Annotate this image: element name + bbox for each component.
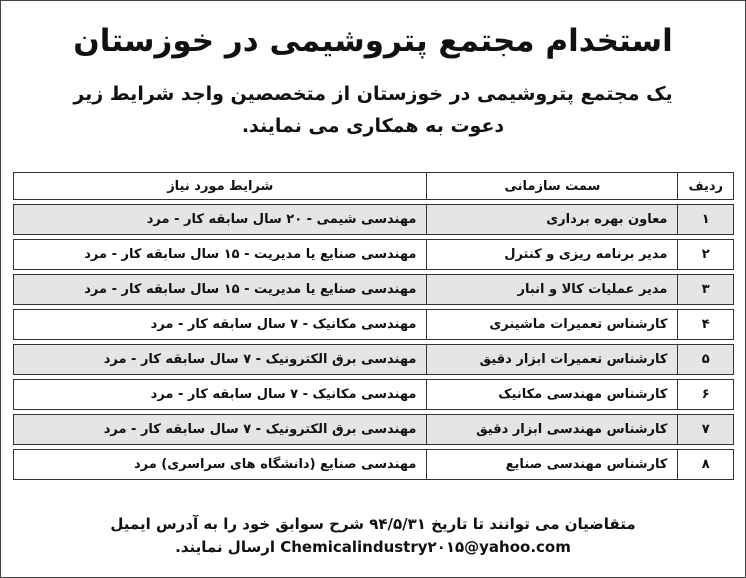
footer-line-2 (1, 536, 745, 558)
table-row (13, 379, 734, 410)
table-row (13, 274, 734, 305)
row-number: ۵ (677, 344, 734, 375)
row-position: مدیر برنامه ریزی و کنترل (426, 239, 677, 270)
row-position: کارشناس تعمیرات ماشینری (426, 309, 677, 340)
row-number: ۶ (677, 379, 734, 410)
row-requirements: مهندسی برق الکترونیک - ۷ سال سابقه کار - مرد (13, 344, 426, 375)
jobs-table (13, 168, 734, 484)
row-position: معاون بهره برداری (426, 204, 677, 235)
row-requirements: مهندسی مکانیک - ۷ سال سابقه کار - مرد (13, 309, 426, 340)
row-requirements: مهندسی مکانیک - ۷ سال سابقه کار - مرد (13, 379, 426, 410)
row-number: ۷ (677, 414, 734, 445)
row-number: ۲ (677, 239, 734, 270)
row-position: کارشناس مهندسی صنایع (426, 449, 677, 480)
subtitle-line-2: دعوت به همکاری می نمایند. (241, 115, 505, 137)
email-address: Chemicalindustry۲۰۱۵@yahoo.com (280, 538, 571, 556)
table-row (13, 344, 734, 375)
row-requirements: مهندسی صنایع یا مدیریت - ۱۵ سال سابقه کار - مرد (13, 274, 426, 305)
header-row-number: ردیف (677, 172, 734, 200)
row-number: ۳ (677, 274, 734, 305)
page-title: استخدام مجتمع پتروشیمی در خوزستان (73, 23, 673, 59)
table-row (13, 239, 734, 270)
subtitle-line-1: یک مجتمع پتروشیمی در خوزستان از متخصصین واجد شرایط زیر (73, 83, 673, 105)
footer-line-2-suffix: ارسال نمایند. (175, 538, 275, 556)
row-number: ۸ (677, 449, 734, 480)
row-position: کارشناس مهندسی ابزار دقیق (426, 414, 677, 445)
row-number: ۴ (677, 309, 734, 340)
header-requirements: شرایط مورد نیاز (13, 172, 426, 200)
table-row (13, 204, 734, 235)
table-row (13, 309, 734, 340)
header-position: سمت سازمانی (426, 172, 677, 200)
row-number: ۱ (677, 204, 734, 235)
table-header-row (13, 172, 734, 200)
row-position: مدیر عملیات کالا و انبار (426, 274, 677, 305)
row-position: کارشناس تعمیرات ابزار دقیق (426, 344, 677, 375)
row-requirements: مهندسی صنایع (دانشگاه های سراسری) مرد (13, 449, 426, 480)
footer-line-1: متقاضیان می توانند تا تاریخ ۹۴/۵/۳۱ شرح سوابق خود را به آدرس ایمیل (110, 515, 636, 533)
row-requirements: مهندسی شیمی - ۲۰ سال سابقه کار - مرد (13, 204, 426, 235)
table-row (13, 449, 734, 480)
row-requirements: مهندسی برق الکترونیک - ۷ سال سابقه کار - مرد (13, 414, 426, 445)
row-position: کارشناس مهندسی مکانیک (426, 379, 677, 410)
table-row (13, 414, 734, 445)
row-requirements: مهندسی صنایع یا مدیریت - ۱۵ سال سابقه کار - مرد (13, 239, 426, 270)
